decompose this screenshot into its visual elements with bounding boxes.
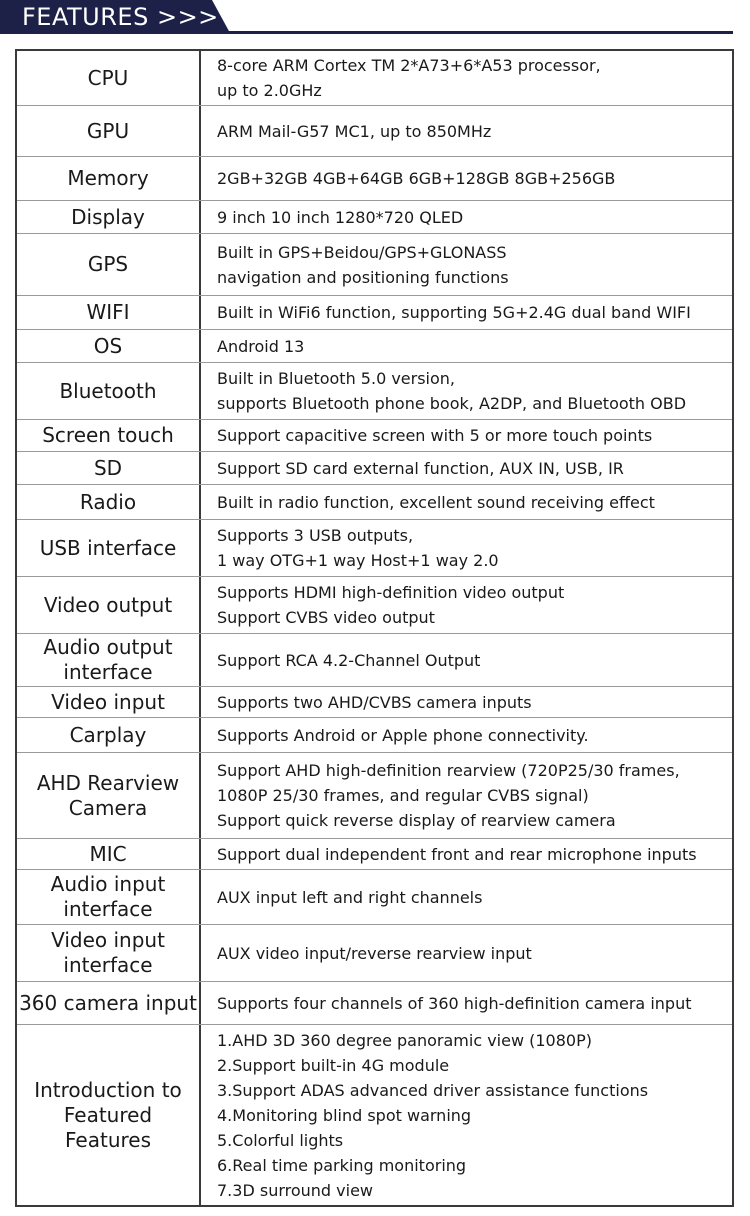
spec-label: Bluetooth [17, 363, 201, 419]
spec-value-line: 6.Real time parking monitoring [217, 1155, 467, 1175]
spec-label: Display [17, 201, 201, 233]
spec-row [17, 106, 732, 157]
spec-value-line: 8-core ARM Cortex TM 2*A73+6*A53 processor, [217, 56, 601, 75]
spec-value [201, 925, 732, 981]
spec-value [201, 577, 732, 633]
spec-row [17, 870, 732, 925]
banner-title: FEATURES >>> [22, 3, 219, 31]
spec-value-line: Built in Bluetooth 5.0 version, [217, 369, 456, 388]
spec-row [17, 296, 732, 330]
spec-row [17, 51, 732, 106]
spec-row [17, 234, 732, 296]
spec-label: SD [17, 452, 201, 484]
spec-value-line: 9 inch 10 inch 1280*720 QLED [217, 207, 464, 227]
spec-value [201, 870, 732, 924]
spec-value-line: Built in GPS+Beidou/GPS+GLONASS [217, 242, 507, 262]
spec-row [17, 330, 732, 363]
spec-label: GPU [17, 106, 201, 156]
spec-label: 360 camera input [17, 982, 201, 1024]
spec-row [17, 577, 732, 634]
spec-value-line: AUX video input/reverse rearview input [217, 943, 532, 963]
spec-value-line: Supports Android or Apple phone connectivity. [217, 725, 589, 745]
spec-label: Memory [17, 157, 201, 200]
spec-value [201, 485, 732, 519]
spec-label: CPU [17, 51, 201, 105]
spec-label: OS [17, 330, 201, 362]
spec-value-line: supports Bluetooth phone book, A2DP, and Bluetooth OBD [217, 394, 687, 413]
spec-value-line: Support quick reverse display of rearview camera [217, 811, 616, 830]
spec-row [17, 687, 732, 718]
spec-label: Screen touch [17, 420, 201, 451]
spec-row [17, 839, 732, 870]
spec-value-line: 1080P 25/30 frames, and regular CVBS signal) [217, 786, 589, 805]
spec-row [17, 1025, 732, 1205]
spec-value [201, 363, 732, 419]
spec-label: Carplay [17, 718, 201, 752]
spec-row [17, 452, 732, 485]
spec-label: Video input [17, 687, 201, 717]
spec-label: Audio input interface [17, 870, 201, 924]
spec-value [201, 1025, 732, 1205]
spec-value [201, 452, 732, 484]
spec-value-line: 7.3D surround view [217, 1180, 374, 1200]
spec-label: USB interface [17, 520, 201, 576]
spec-row [17, 520, 732, 577]
spec-value [201, 201, 732, 233]
spec-value-line: Supports 3 USB outputs, [217, 526, 414, 545]
spec-label: GPS [17, 234, 201, 295]
spec-value-line: 1.AHD 3D 360 degree panoramic view (1080P) [217, 1030, 592, 1050]
spec-value-line: AUX input left and right channels [217, 887, 483, 907]
spec-row [17, 982, 732, 1025]
spec-value-line: Android 13 [217, 336, 305, 356]
spec-label: Radio [17, 485, 201, 519]
spec-value-line: Built in WiFi6 function, supporting 5G+2.4G dual band WIFI [217, 303, 691, 322]
spec-label: WIFI [17, 296, 201, 329]
spec-value-line: 3.Support ADAS advanced driver assistance functions [217, 1080, 649, 1100]
spec-value-line: 2GB+32GB 4GB+64GB 6GB+128GB 8GB+256GB [217, 169, 616, 188]
spec-value [201, 687, 732, 717]
spec-label: Introduction to Featured Features [17, 1025, 201, 1205]
spec-value-line: navigation and positioning functions [217, 267, 509, 287]
spec-label: MIC [17, 839, 201, 869]
spec-row [17, 718, 732, 753]
spec-value-line: Support SD card external function, AUX IN, USB, IR [217, 458, 624, 478]
spec-value-line: up to 2.0GHz [217, 81, 322, 100]
spec-value [201, 982, 732, 1024]
spec-value-line: 2.Support built-in 4G module [217, 1055, 450, 1075]
spec-row [17, 925, 732, 982]
spec-value [201, 718, 732, 752]
spec-value [201, 51, 732, 105]
spec-label: Audio output interface [17, 634, 201, 686]
spec-value [201, 157, 732, 200]
spec-value [201, 520, 732, 576]
spec-value [201, 330, 732, 362]
spec-value [201, 634, 732, 686]
spec-row [17, 753, 732, 839]
spec-value [201, 296, 732, 329]
spec-value [201, 234, 732, 295]
spec-value-line: Support RCA 4.2-Channel Output [217, 650, 481, 670]
spec-value-line: ARM Mail-G57 MC1, up to 850MHz [217, 121, 492, 141]
spec-value-line: Support capacitive screen with 5 or more touch points [217, 426, 653, 445]
spec-value-line: 1 way OTG+1 way Host+1 way 2.0 [217, 551, 499, 570]
spec-value-line: 5.Colorful lights [217, 1130, 344, 1150]
spec-row [17, 634, 732, 687]
spec-value-line: Supports HDMI high-definition video output [217, 583, 565, 602]
spec-label: Video output [17, 577, 201, 633]
spec-row [17, 485, 732, 520]
spec-value [201, 106, 732, 156]
spec-value-line: 4.Monitoring blind spot warning [217, 1105, 472, 1125]
spec-value-line: Supports four channels of 360 high-definition camera input [217, 993, 692, 1013]
features-banner [0, 0, 750, 34]
spec-table [15, 49, 734, 1207]
spec-value [201, 839, 732, 869]
spec-row [17, 157, 732, 201]
spec-label: AHD Rearview Camera [17, 753, 201, 838]
spec-value-line: Support CVBS video output [217, 608, 435, 627]
spec-row [17, 420, 732, 452]
spec-row [17, 201, 732, 234]
spec-row [17, 363, 732, 420]
spec-value-line: Support dual independent front and rear microphone inputs [217, 844, 697, 864]
spec-value [201, 753, 732, 838]
banner-underline [0, 31, 733, 34]
spec-value [201, 420, 732, 451]
spec-value-line: Support AHD high-definition rearview (720P25/30 frames, [217, 761, 680, 780]
spec-value-line: Built in radio function, excellent sound receiving effect [217, 492, 655, 512]
spec-label: Video input interface [17, 925, 201, 981]
spec-value-line: Supports two AHD/CVBS camera inputs [217, 692, 532, 712]
